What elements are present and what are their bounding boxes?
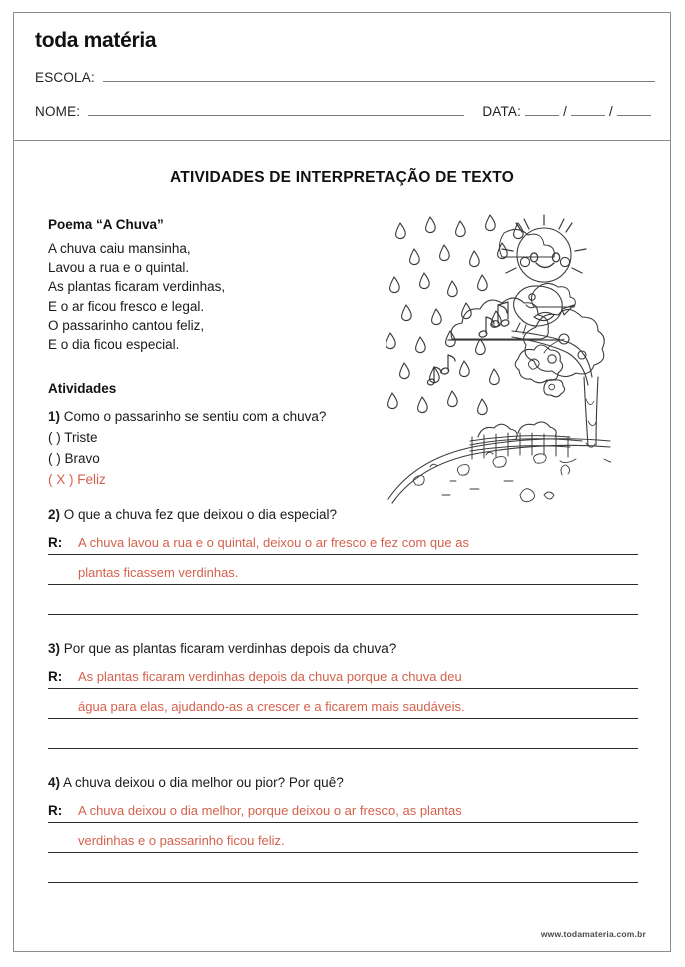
- question-1-option-triste[interactable]: [48, 427, 398, 448]
- school-input-line[interactable]: [103, 80, 655, 82]
- question-1-block: [48, 407, 398, 490]
- brand-logo: toda matéria: [35, 29, 157, 52]
- answer-text: água para elas, ajudando-as a crescer e a ficarem mais saudáveis.: [78, 699, 465, 714]
- question-3-answer-line-3[interactable]: [48, 719, 638, 749]
- poem-title: Poema “A Chuva”: [48, 217, 164, 232]
- poem-line: E o ar ficou fresco e legal.: [48, 298, 205, 314]
- tree-canopy: [515, 309, 604, 396]
- question-3-answer-line-1[interactable]: [48, 659, 638, 689]
- option-label: Bravo: [64, 451, 100, 466]
- answer-text: A chuva deixou o dia melhor, porque deixou o ar fresco, as plantas: [78, 803, 462, 818]
- rain-sun-bird-tree-doodle-illustration: [386, 209, 611, 504]
- name-date-field-row: [35, 104, 655, 119]
- activities-heading: Atividades: [48, 381, 117, 396]
- footer-website-url: www.todamateria.com.br: [540, 929, 646, 939]
- option-mark: ( ): [48, 451, 61, 466]
- poem-line: Lavou a rua e o quintal.: [48, 260, 190, 276]
- school-label: ESCOLA:: [35, 70, 95, 85]
- answer-label: R:: [48, 535, 63, 550]
- answer-text: verdinhas e o passarinho ficou feliz.: [78, 833, 285, 848]
- question-3-number: 3): [48, 641, 61, 656]
- question-4-block: [48, 775, 638, 883]
- worksheet-body: [14, 141, 670, 953]
- option-label: Triste: [64, 430, 98, 445]
- raindrops: [386, 215, 523, 415]
- worksheet-header: [14, 13, 670, 141]
- question-1-number: 1): [48, 409, 61, 424]
- question-2-answer-line-3[interactable]: [48, 585, 638, 615]
- poem-line: A chuva caiu mansinha,: [48, 241, 191, 256]
- poem-line: O passarinho cantou feliz,: [48, 317, 205, 333]
- question-2-prompt: [48, 507, 638, 522]
- question-4-answer-line-2[interactable]: [48, 823, 638, 853]
- poem-line: E o dia ficou especial.: [48, 337, 180, 353]
- question-2-answer-line-2[interactable]: [48, 555, 638, 585]
- answer-label: R:: [48, 803, 63, 818]
- fence: [470, 433, 582, 459]
- option-mark-checked: ( X ): [48, 472, 74, 487]
- answer-text: A chuva lavou a rua e o quintal, deixou o ar fresco e fez com que as: [78, 535, 469, 550]
- date-separator-1: /: [563, 104, 568, 119]
- question-4-answer-line-1[interactable]: [48, 793, 638, 823]
- name-input-line[interactable]: [88, 114, 464, 116]
- date-year-line[interactable]: [617, 114, 651, 116]
- question-4-prompt: [48, 775, 638, 790]
- date-month-line[interactable]: [571, 114, 605, 116]
- question-3-text: Por que as plantas ficaram verdinhas depois da chuva?: [60, 641, 397, 656]
- question-2-block: [48, 507, 638, 615]
- question-1-option-bravo[interactable]: [48, 448, 398, 469]
- school-field-row: [35, 70, 655, 85]
- answer-text: plantas ficassem verdinhas.: [78, 565, 239, 580]
- date-label: DATA:: [482, 104, 522, 119]
- date-field-group: [482, 104, 655, 119]
- question-2-answer-line-1[interactable]: [48, 525, 638, 555]
- question-3-block: [48, 641, 638, 749]
- date-separator-2: /: [609, 104, 613, 119]
- question-1-text: Como o passarinho se sentiu com a chuva?: [60, 409, 327, 424]
- poem-block: [48, 217, 378, 354]
- question-4-answer-line-3[interactable]: [48, 853, 638, 883]
- ground: [388, 439, 610, 503]
- smiling-sun: [502, 215, 586, 282]
- worksheet-page: [13, 12, 671, 952]
- question-4-number: 4): [48, 775, 61, 790]
- question-4-text: A chuva deixou o dia melhor ou pior? Por quê?: [60, 775, 344, 790]
- question-1-option-feliz[interactable]: [48, 469, 398, 490]
- page-title: ATIVIDADES DE INTERPRETAÇÃO DE TEXTO: [170, 169, 514, 186]
- option-label: Feliz: [77, 472, 106, 487]
- tree-trunk-branch: [512, 331, 611, 463]
- name-label: NOME:: [35, 104, 81, 119]
- option-mark: ( ): [48, 430, 61, 445]
- poem-line: As plantas ficaram verdinhas,: [48, 279, 226, 295]
- answer-text: As plantas ficaram verdinhas depois da chuva porque a chuva deu: [78, 669, 462, 684]
- question-3-answer-line-2[interactable]: [48, 689, 638, 719]
- cloud: [448, 229, 575, 340]
- question-3-prompt: [48, 641, 638, 656]
- question-1-prompt: [48, 407, 398, 427]
- date-day-line[interactable]: [525, 114, 559, 116]
- question-2-number: 2): [48, 507, 61, 522]
- answer-label: R:: [48, 669, 63, 684]
- question-2-text: O que a chuva fez que deixou o dia especial?: [60, 507, 337, 522]
